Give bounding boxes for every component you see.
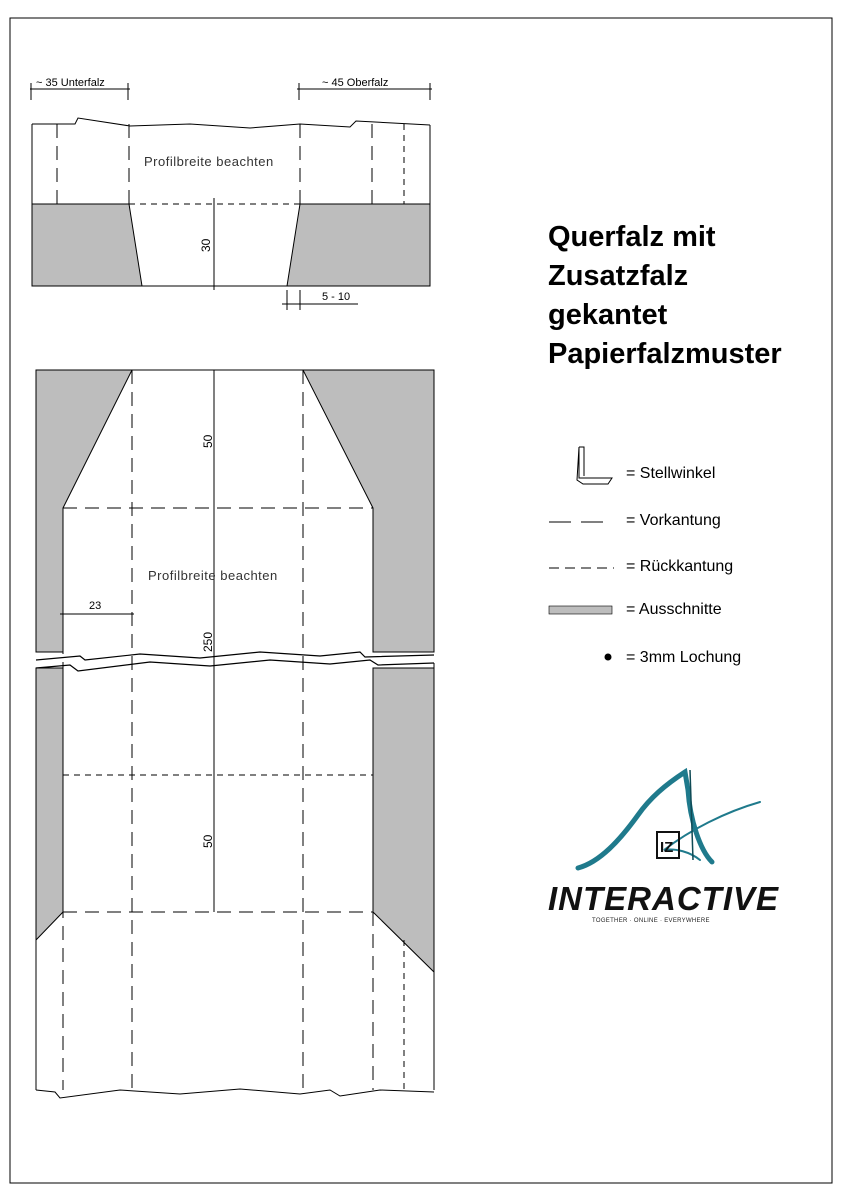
legend-label-ausschnitte: = Ausschnitte (626, 601, 722, 618)
main-drawing (36, 370, 434, 1098)
top-cutout-left (32, 204, 142, 286)
top-drawing (30, 77, 432, 310)
ausschnitte-bar-icon (549, 606, 612, 614)
stellwinkel-icon (577, 447, 612, 484)
main-bottom-edge (36, 1089, 434, 1098)
lochung-dot-icon (605, 654, 612, 661)
dim-5-10-label: 5 - 10 (322, 291, 351, 303)
top-note: Profilbreite beachten (144, 154, 274, 169)
dim-right-label: ~ 45 Oberfalz (322, 77, 389, 89)
top-wavy-edge (32, 118, 430, 128)
title-line-3: gekantet (548, 299, 668, 331)
legend-label-lochung: = 3mm Lochung (626, 649, 742, 666)
legend-label-rueckkantung: = Rückkantung (626, 558, 734, 575)
dim-250-label: 250 (201, 631, 215, 652)
dim-23-label: 23 (89, 600, 102, 612)
main-note: Profilbreite beachten (148, 568, 278, 583)
title-block (548, 218, 782, 374)
legend-label-stellwinkel: = Stellwinkel (626, 465, 716, 482)
top-cutout-right (287, 204, 430, 286)
title-line-1: Querfalz mit (548, 221, 716, 253)
main-cutout-upper-right (303, 370, 434, 652)
dim-30-label: 30 (199, 238, 213, 252)
dim-left-label: ~ 35 Unterfalz (36, 77, 105, 89)
main-cutout-upper-left (36, 370, 132, 652)
title-line-4: Papierfalzmuster (548, 338, 782, 370)
title-line-2: Zusatzfalz (548, 260, 689, 292)
dim-top-50-label: 50 (201, 434, 215, 448)
main-cutout-lower-left (36, 668, 63, 940)
logo-box-letters: IZ (660, 839, 674, 856)
logo-tagline: TOGETHER · ONLINE · EVERYWHERE (592, 918, 710, 924)
dim-bottom-50-label: 50 (201, 834, 215, 848)
logo-wordmark: INTERACTIVE (548, 880, 780, 917)
legend-label-vorkantung: = Vorkantung (626, 512, 721, 529)
main-cutout-lower-right (373, 668, 434, 972)
break-line-upper (36, 652, 434, 660)
legend-icons (549, 447, 614, 661)
